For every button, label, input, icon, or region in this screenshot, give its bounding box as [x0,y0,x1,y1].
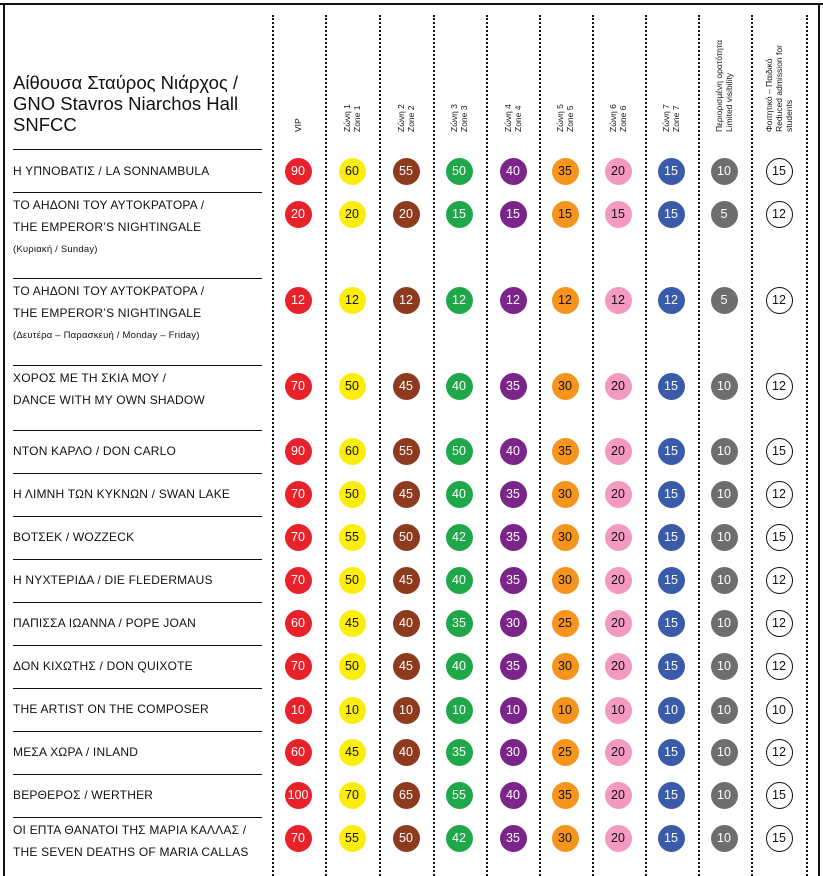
price-badge-reduced: 12 [766,739,793,766]
price-badge-zone7: 15 [658,524,685,551]
column-header-line: Ζώνη 5 [555,104,565,132]
price-badge-zone4: 35 [500,567,527,594]
price-badge-vip: 60 [285,739,312,766]
row-separator [13,430,262,431]
price-badge-reduced: 15 [766,524,793,551]
price-badge-zone4: 12 [500,287,527,314]
price-badge-zone7: 15 [658,201,685,228]
price-badge-zone2: 40 [393,610,420,637]
price-badge-zone5: 25 [552,739,579,766]
price-badge-zone2: 40 [393,739,420,766]
price-badge-zone4: 40 [500,158,527,185]
show-title-line: ΤΟ ΑΗΔΟΝΙ ΤΟΥ ΑΥΤΟΚΡΑΤΟΡΑ / [13,198,205,212]
column-header-line: Zone 2 [406,105,416,132]
price-badge-zone2: 55 [393,158,420,185]
show-subtitle: (Κυριακή / Sunday) [13,244,98,255]
price-badge-zone2: 12 [393,287,420,314]
show-title-line: ΔΟΝ ΚΙΧΩΤΗΣ / DON QUIXOTE [13,659,193,673]
price-badge-zone4: 15 [500,201,527,228]
show-title [13,440,271,462]
price-badge-zone5: 30 [552,373,579,400]
price-badge-reduced: 12 [766,610,793,637]
price-badge-limited: 5 [711,201,738,228]
row-separator [13,559,262,560]
price-badge-zone3: 35 [446,610,473,637]
column-header-line: Ζώνη 4 [503,104,513,132]
column-divider [645,15,647,876]
column-divider [272,15,274,876]
column-header-zone2 [386,12,426,132]
price-badge-zone5: 30 [552,825,579,852]
show-title [13,367,271,411]
price-badge-zone2: 50 [393,825,420,852]
price-badge-limited: 10 [711,158,738,185]
show-title-line: ΝΤΟΝ ΚΑΡΛΟ / DON CARLO [13,444,177,458]
price-badge-limited: 10 [711,782,738,809]
price-badge-zone3: 42 [446,524,473,551]
column-header-line: Zone 5 [565,105,575,132]
show-title [13,160,271,182]
show-title-line: ΤΟ ΑΗΔΟΝΙ ΤΟΥ ΑΥΤΟΚΡΑΤΟΡΑ / [13,284,205,298]
price-badge-zone2: 45 [393,481,420,508]
row-separator [13,688,262,689]
hall-title-line: SNFCC [13,114,77,135]
show-title [13,483,271,505]
price-badge-zone6: 20 [605,481,632,508]
column-header-zone5 [545,12,585,132]
price-badge-zone2: 50 [393,524,420,551]
price-badge-zone7: 15 [658,653,685,680]
price-badge-zone1: 50 [339,653,366,680]
row-separator [13,731,262,732]
row-separator [13,516,262,517]
price-badge-zone7: 15 [658,782,685,809]
price-badge-zone1: 10 [339,697,366,724]
price-badge-vip: 70 [285,524,312,551]
show-title [13,819,271,863]
price-badge-zone4: 30 [500,610,527,637]
price-badge-zone4: 40 [500,782,527,809]
price-badge-zone7: 10 [658,697,685,724]
price-badge-zone1: 60 [339,158,366,185]
price-badge-vip: 70 [285,567,312,594]
row-separator [13,192,262,193]
price-badge-zone1: 50 [339,481,366,508]
show-title-line: THE EMPEROR’S NIGHTINGALE [13,306,202,320]
price-badge-zone7: 15 [658,373,685,400]
show-title-line: ΒΕΡΘΕΡΟΣ / WERTHER [13,788,154,802]
price-badge-zone5: 35 [552,782,579,809]
column-header-zone7 [651,12,691,132]
price-badge-zone6: 20 [605,782,632,809]
show-title [13,612,271,634]
column-divider [486,15,488,876]
price-badge-reduced: 12 [766,287,793,314]
price-badge-zone2: 65 [393,782,420,809]
price-badge-zone2: 10 [393,697,420,724]
price-badge-limited: 10 [711,610,738,637]
price-badge-zone3: 15 [446,201,473,228]
price-badge-vip: 70 [285,481,312,508]
price-badge-limited: 10 [711,697,738,724]
price-badge-zone6: 20 [605,739,632,766]
price-badge-reduced: 10 [766,697,793,724]
show-title-line: THE ARTIST ON THE COMPOSER [13,702,209,716]
price-badge-zone1: 55 [339,825,366,852]
price-badge-zone7: 15 [658,438,685,465]
show-title [13,741,271,763]
price-badge-zone6: 12 [605,287,632,314]
price-badge-zone7: 12 [658,287,685,314]
price-badge-vip: 12 [285,287,312,314]
price-badge-zone6: 20 [605,524,632,551]
price-badge-zone7: 15 [658,481,685,508]
column-header-line: Limited visibility [724,72,734,132]
price-badge-limited: 5 [711,287,738,314]
price-badge-zone3: 40 [446,481,473,508]
show-title [13,194,271,262]
show-subtitle: (Δευτέρα – Παρασκευή / Monday – Friday) [13,330,200,341]
column-header-line: Zone 4 [513,105,523,132]
show-title-line: ΧΟΡΟΣ ΜΕ ΤΗ ΣΚΙΑ ΜΟΥ / [13,371,167,385]
price-badge-zone1: 50 [339,373,366,400]
column-divider [379,15,381,876]
price-badge-zone6: 20 [605,373,632,400]
price-badge-reduced: 12 [766,373,793,400]
price-badge-vip: 60 [285,610,312,637]
show-title [13,698,271,720]
price-badge-zone5: 30 [552,653,579,680]
price-badge-zone5: 30 [552,481,579,508]
frame-left-border [3,3,5,876]
price-badge-zone2: 55 [393,438,420,465]
price-badge-zone4: 35 [500,653,527,680]
price-badge-limited: 10 [711,739,738,766]
column-divider [806,15,808,876]
column-header-zone6 [598,12,638,132]
price-badge-limited: 10 [711,373,738,400]
row-separator [13,149,262,150]
price-badge-zone3: 55 [446,782,473,809]
row-separator [13,602,262,603]
frame-right-border [818,3,820,876]
column-divider [698,15,700,876]
show-title-line: Η ΛΙΜΝΗ ΤΩΝ ΚΥΚΝΩΝ / SWAN LAKE [13,487,231,501]
price-badge-limited: 10 [711,438,738,465]
price-badge-zone7: 15 [658,825,685,852]
column-header-vip [278,12,318,132]
column-header-line: Περιορισμένη ορατότητα [714,39,724,132]
price-badge-zone5: 30 [552,524,579,551]
price-badge-limited: 10 [711,524,738,551]
price-badge-zone4: 35 [500,481,527,508]
column-divider [433,15,435,876]
column-header-line: Ζώνη 3 [449,104,459,132]
column-header-line: Φοιτητικό – Παιδικό [764,58,774,132]
show-title-line: Η ΝΥΧΤΕΡΙΔΑ / DIE FLEDERMAUS [13,573,213,587]
price-badge-zone5: 25 [552,610,579,637]
column-header-zone4 [493,12,533,132]
price-badge-zone5: 12 [552,287,579,314]
show-title [13,784,271,806]
price-badge-zone2: 45 [393,373,420,400]
row-separator [13,774,262,775]
column-header-line: students [784,99,794,132]
price-badge-vip: 100 [285,782,312,809]
price-badge-zone2: 45 [393,567,420,594]
column-header-line: Reduced admission for [774,45,784,132]
price-badge-zone6: 15 [605,201,632,228]
show-title-line: ΟΙ ΕΠΤΑ ΘΑΝΑΤΟΙ ΤΗΣ ΜΑΡΙΑ ΚΑΛΛΑΣ / [13,823,247,837]
price-badge-limited: 10 [711,481,738,508]
row-separator [13,365,262,366]
price-badge-vip: 70 [285,373,312,400]
show-title [13,655,271,677]
column-header-zone1 [332,12,372,132]
column-header-line: Zone 6 [618,105,628,132]
price-badge-zone1: 20 [339,201,366,228]
price-badge-zone7: 15 [658,158,685,185]
show-title-line: ΜΕΣΑ ΧΩΡΑ / INLAND [13,745,139,759]
column-divider [592,15,594,876]
price-badge-zone6: 20 [605,438,632,465]
price-badge-vip: 90 [285,158,312,185]
column-header-zone3 [439,12,479,132]
show-title [13,569,271,591]
column-header-line: Ζώνη 7 [661,104,671,132]
price-badge-zone1: 50 [339,567,366,594]
column-divider [539,15,541,876]
price-badge-zone3: 12 [446,287,473,314]
column-header-line: Ζώνη 2 [396,104,406,132]
price-badge-vip: 20 [285,201,312,228]
show-title-line: DANCE WITH MY OWN SHADOW [13,393,205,407]
price-badge-zone1: 12 [339,287,366,314]
price-badge-zone4: 30 [500,739,527,766]
price-badge-limited: 10 [711,567,738,594]
price-badge-reduced: 12 [766,201,793,228]
price-badge-vip: 70 [285,825,312,852]
column-header-line: VIP [293,118,303,132]
price-badge-vip: 10 [285,697,312,724]
price-badge-zone4: 35 [500,524,527,551]
show-title [13,526,271,548]
price-badge-vip: 70 [285,653,312,680]
column-header-line: Zone 1 [352,105,362,132]
row-separator [13,817,262,818]
price-badge-reduced: 12 [766,653,793,680]
column-divider [751,15,753,876]
price-badge-zone4: 35 [500,373,527,400]
column-header-reduced [759,12,799,132]
price-badge-zone5: 35 [552,158,579,185]
price-badge-zone5: 10 [552,697,579,724]
price-badge-zone3: 40 [446,567,473,594]
price-badge-zone6: 20 [605,158,632,185]
price-badge-zone6: 20 [605,825,632,852]
price-badge-limited: 10 [711,825,738,852]
frame-top-border [0,3,823,5]
price-badge-zone5: 30 [552,567,579,594]
price-badge-zone2: 20 [393,201,420,228]
price-badge-zone2: 45 [393,653,420,680]
show-title-line: THE EMPEROR’S NIGHTINGALE [13,220,202,234]
price-badge-zone6: 20 [605,610,632,637]
price-badge-zone4: 10 [500,697,527,724]
price-badge-zone6: 10 [605,697,632,724]
hall-title-line: Αίθουσα Σταύρος Νιάρχος / [13,72,239,93]
price-badge-limited: 10 [711,653,738,680]
price-badge-zone6: 20 [605,567,632,594]
price-badge-zone1: 45 [339,739,366,766]
column-header-line: Zone 7 [671,105,681,132]
column-header-line: Zone 3 [459,105,469,132]
price-badge-zone7: 15 [658,739,685,766]
column-header-line: Ζώνη 6 [608,104,618,132]
show-title-line: Η ΥΠΝΟΒΑΤΙΣ / LA SONNAMBULA [13,164,210,178]
price-badge-zone3: 35 [446,739,473,766]
price-badge-reduced: 15 [766,825,793,852]
price-badge-zone1: 70 [339,782,366,809]
price-badge-reduced: 12 [766,567,793,594]
hall-title-line: GNO Stavros Niarchos Hall [13,93,239,114]
price-badge-zone3: 50 [446,438,473,465]
price-badge-zone1: 55 [339,524,366,551]
show-title-line: THE SEVEN DEATHS OF MARIA CALLAS [13,845,249,859]
price-badge-reduced: 15 [766,782,793,809]
price-badge-zone7: 15 [658,567,685,594]
column-header-line: Ζώνη 1 [342,104,352,132]
price-badge-zone6: 20 [605,653,632,680]
price-badge-reduced: 12 [766,481,793,508]
row-separator [13,278,262,279]
price-badge-zone3: 10 [446,697,473,724]
show-title-line: ΠΑΠΙΣΣΑ ΙΩΑΝΝΑ / POPE JOAN [13,616,197,630]
price-badge-zone3: 40 [446,373,473,400]
price-badge-reduced: 15 [766,158,793,185]
row-separator [13,473,262,474]
price-badge-zone5: 35 [552,438,579,465]
hall-title [13,72,273,135]
price-badge-zone4: 35 [500,825,527,852]
price-badge-zone3: 50 [446,158,473,185]
price-badge-zone5: 15 [552,201,579,228]
price-badge-zone7: 15 [658,610,685,637]
row-separator [13,645,262,646]
price-badge-vip: 90 [285,438,312,465]
price-badge-zone3: 42 [446,825,473,852]
show-title-line: ΒΟΤΣΕΚ / WOZZECK [13,530,135,544]
price-badge-zone4: 40 [500,438,527,465]
column-divider [325,15,327,876]
price-badge-zone3: 40 [446,653,473,680]
price-badge-reduced: 15 [766,438,793,465]
price-badge-zone1: 45 [339,610,366,637]
show-title [13,280,271,348]
column-header-limited [704,12,744,132]
price-badge-zone1: 60 [339,438,366,465]
